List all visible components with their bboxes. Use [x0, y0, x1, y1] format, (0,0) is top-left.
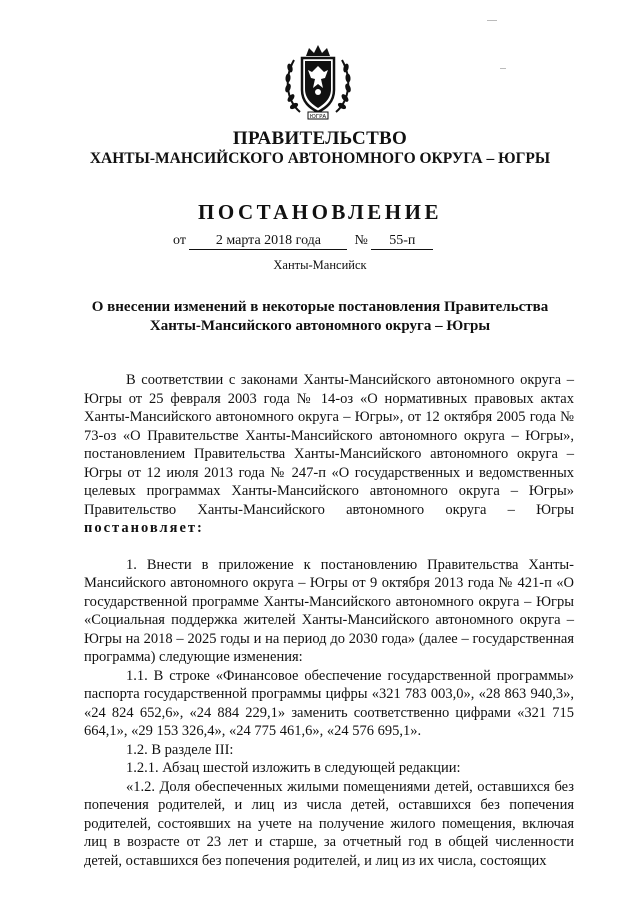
crown: [306, 45, 330, 56]
subject-line: О внесении изменений в некоторые постановления Правительства: [91, 299, 549, 315]
document-date: 2 марта 2018 года: [189, 233, 347, 250]
date-number-line: [173, 233, 433, 250]
scan-mark: [500, 68, 506, 69]
document-body: [84, 371, 574, 870]
wreath-left: [285, 60, 300, 112]
number-prefix: №: [354, 233, 368, 248]
scan-mark: [487, 20, 497, 21]
region-name: ХАНТЫ-МАНСИЙСКОГО АВТОНОМНОГО ОКРУГА – ЮГРЫ: [89, 150, 551, 167]
wreath-right: [336, 60, 351, 112]
item-paragraph: 1.1. В строке «Финансовое обеспечение государственной программы» паспорта государственной программы цифры «321 783 003,0», «28 863 940,3», «24 824 652,6», «24 884 229,1» заменить соответственно цифрами «321 715 664,1», «29 153 326,4», «24 775 461,6», «24 576 695,1».: [84, 667, 574, 739]
item-paragraph: 1.2.1. Абзац шестой изложить в следующей редакции:: [126, 760, 461, 776]
document-type: ПОСТАНОВЛЕНИЕ: [198, 200, 442, 224]
preamble-verb: постановляет:: [84, 520, 204, 536]
date-prefix: от: [173, 233, 186, 248]
svg-text:ЮГРА: ЮГРА: [309, 114, 327, 120]
preamble-paragraph: [84, 371, 574, 538]
preamble-text: В соответствии с законами Ханты-Мансийского автономного округа – Югры от 25 февраля 2003 года № 14-оз «О нормативных правовых актах Ханты-Мансийского автономного округа – Югры», от 12 октября 2005 года № 73-оз «О Правительстве Ханты-Мансийского автономного округа – Югры», постановлением Правительства Ханты-Мансийского автономного округа – Югры от 12 июля 2013 года № 247-п «О государственных и ведомственных целевых программах Ханты-Мансийского автономного округа – Югры» Правительство Ханты-Мансийского автономного округа – Югры: [84, 372, 574, 518]
document-number: 55-п: [371, 233, 433, 250]
coat-of-arms: [278, 42, 358, 122]
quote-paragraph: «1.2. Доля обеспеченных жилыми помещениями детей, оставшихся без попечения родителей, и лиц из числа детей, оставшихся без попечения родителей, состоявших на учете на получение жилого помещения, включая лиц в возрасте от 23 лет и старше, за отчетный год в общей численности детей, оставшихся без попечения родителей, и лиц из их числа, состоящих: [84, 778, 574, 869]
city: Ханты-Мансийск: [273, 258, 367, 272]
document-subject: [60, 298, 580, 336]
government-title: ПРАВИТЕЛЬСТВО: [232, 128, 408, 149]
item-paragraph: 1.2. В разделе III:: [126, 741, 234, 758]
subject-line: Ханты-Мансийского автономного округа – Югры: [149, 318, 491, 334]
item-paragraph: 1. Внести в приложение к постановлению Правительства Ханты-Мансийского автономного округа – Югры от 9 октября 2013 года № 421-п «О государственной программе Ханты-Мансийского автономного округа – Югры «Социальная поддержка жителей Ханты-Мансийского автономного округа – Югры на 2018 – 2025 годы и на период до 2030 года» (далее – государственная программа) следующие изменения:: [84, 556, 574, 665]
